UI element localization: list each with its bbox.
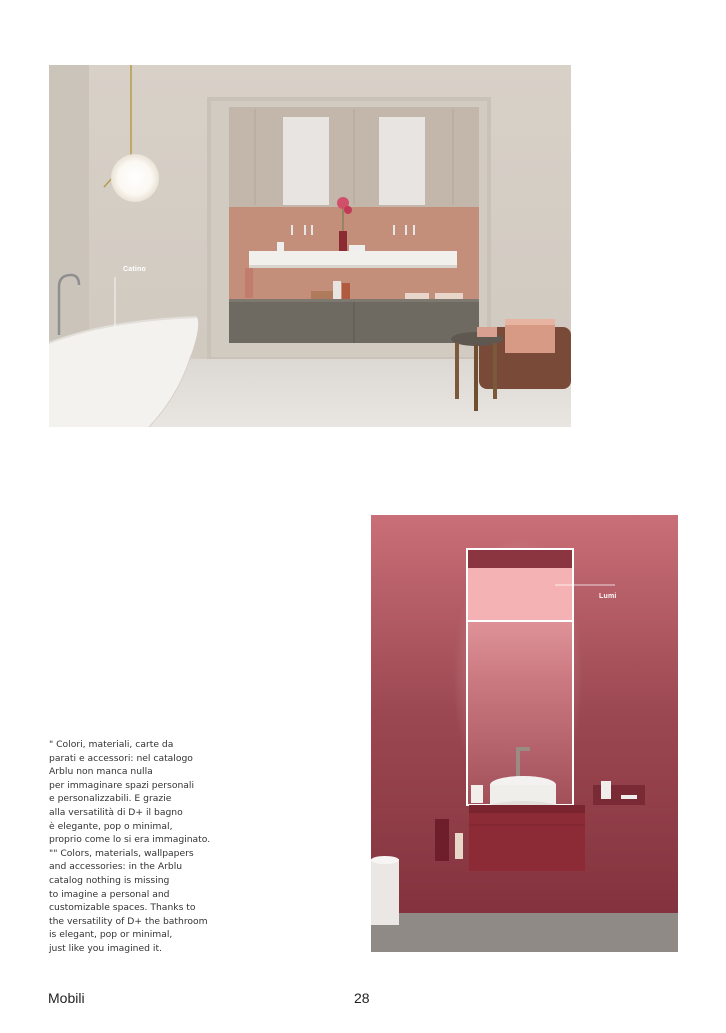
caption-line: " Colori, materiali, carte da bbox=[49, 739, 174, 750]
caption-line: just like you imagined it. bbox=[49, 942, 162, 954]
page-number: 28 bbox=[354, 990, 370, 1006]
caption-line: to imagine a personal and bbox=[49, 888, 170, 900]
caption-line: and accessories: in the Arblu bbox=[49, 861, 183, 873]
caption-line: the versatility of D+ the bathroom bbox=[49, 915, 208, 927]
caption-line: catalog nothing is missing bbox=[49, 874, 170, 886]
caption-line: è elegante, pop o minimal, bbox=[49, 820, 173, 832]
caption-line: proprio come lo si era immaginato. bbox=[49, 834, 211, 846]
caption-line: "" Colors, materials, wallpapers bbox=[49, 847, 194, 859]
caption-line: parati e accessori: nel catalogo bbox=[49, 752, 193, 764]
caption-text-block bbox=[49, 738, 239, 956]
bathroom-photo-catino bbox=[49, 65, 571, 427]
bathroom-illustration bbox=[49, 65, 571, 427]
footer-section-title: Mobili bbox=[48, 990, 85, 1006]
caption-line: Arblu non manca nulla bbox=[49, 766, 153, 778]
callout-label-catino: Catino bbox=[123, 266, 146, 273]
bathroom-photo-lumi bbox=[371, 515, 678, 952]
caption-line: e personalizzabili. E grazie bbox=[49, 793, 172, 805]
caption-line: per immaginare spazi personali bbox=[49, 779, 195, 791]
caption-line: is elegant, pop or minimal, bbox=[49, 929, 173, 941]
caption-line: alla versatilità di D+ il bagno bbox=[49, 806, 183, 818]
callout-label-lumi: Lumi bbox=[599, 593, 617, 600]
caption-line: customizable spaces. Thanks to bbox=[49, 902, 196, 914]
lumi-mirror-illustration bbox=[371, 515, 678, 952]
